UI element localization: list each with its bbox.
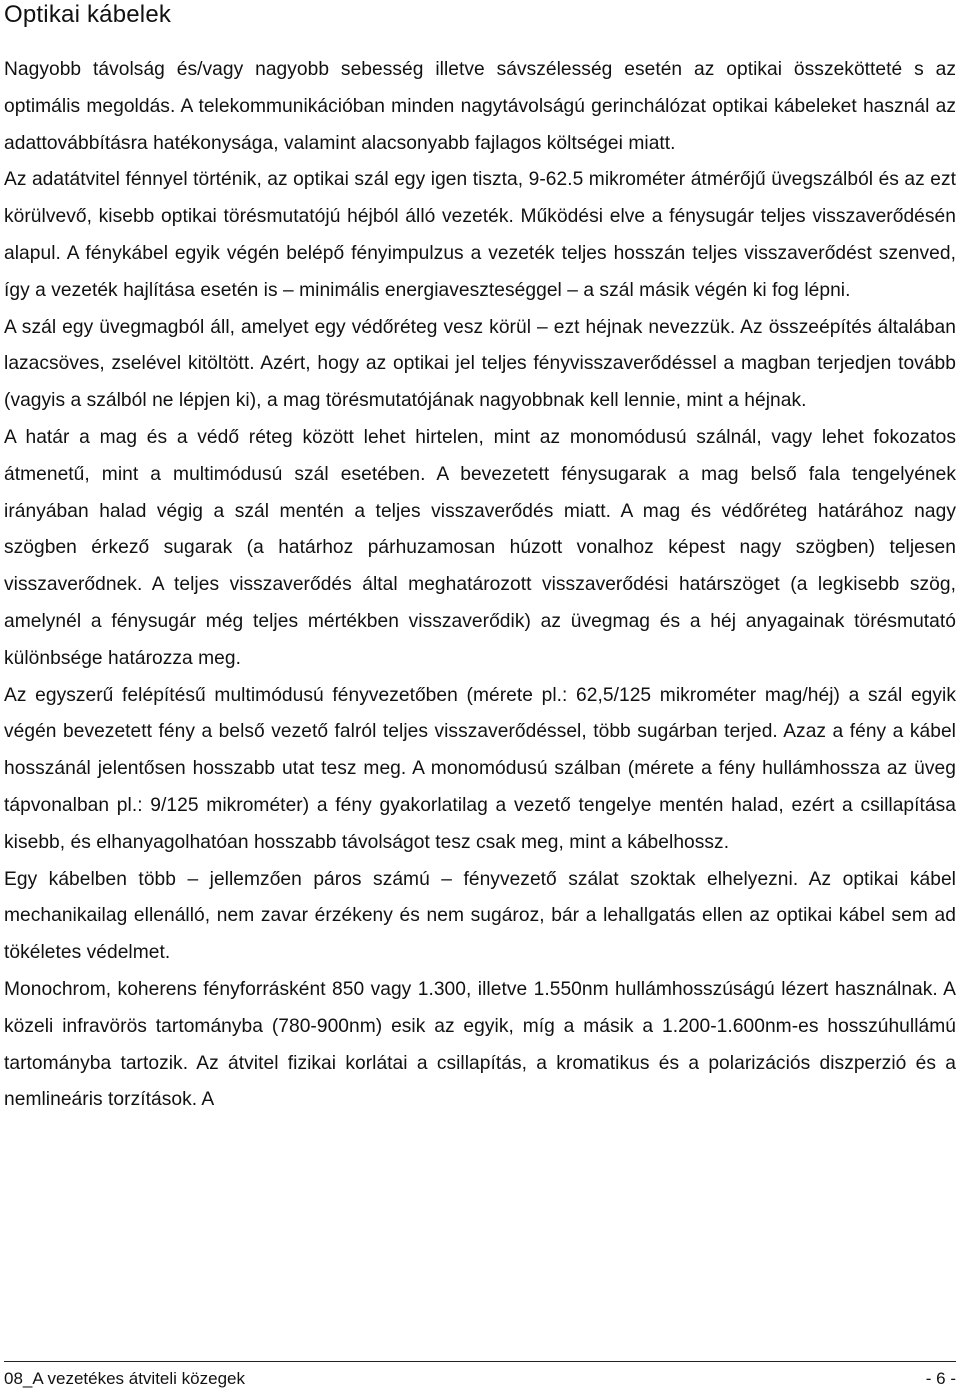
- document-body: [4, 52, 956, 1119]
- paragraph-1: Nagyobb távolság és/vagy nagyobb sebesség illetve sávszélesség esetén az optikai összekötteté s az optimális megoldás. A telekommunikációban minden nagytávolságú gerinchálózat optikai kábeleket használ az adattovábbításra hatékonysága, valamint alacsonyabb fajlagos költségei miatt.: [4, 59, 956, 154]
- document-page: [4, 0, 956, 1393]
- paragraph-2: Az adatátvitel fénnyel történik, az optikai szál egy igen tiszta, 9-62.5 mikrométer átmérőjű üvegszálból és az ezt körülvevő, kisebb optikai törésmutatójú héjból álló vezeték. Működési elve a fénysugár teljes visszaverődésén alapul. A fénykábel egyik végén belépő fényimpulzus a vezeték teljes hosszán teljes visszaverődést szenved, így a vezeték hajlítása esetén is – minimális energiaveszteséggel – a szál másik végén ki fog lépni.: [4, 169, 956, 301]
- paragraph-5: Az egyszerű felépítésű multimódusú fényvezetőben (mérete pl.: 62,5/125 mikrométer mag/héj) a szál egyik végén bevezetett fény a belső vezető falról teljes visszaverődéssel, több sugárban terjed. Azaz a fény a kábel hosszánál jelentősen hosszabb utat tesz meg. A monomódusú szálban (mérete a fény hullámhossza az üveg tápvonalban pl.: 9/125 mikrométer) a fény gyakorlatilag a vezető tengelye mentén halad, ezért a csillapítása kisebb, és elhanyagolhatóan hosszabb távolságot tesz csak meg, mint a kábelhossz.: [4, 684, 956, 853]
- paragraph-6: Egy kábelben több – jellemzően páros számú – fényvezető szálat szoktak elhelyezni. Az optikai kábel mechanikailag ellenálló, nem zavar érzékeny és nem sugároz, bár a lehallgatás ellen az optikai kábel sem ad tökéletes védelmet.: [4, 868, 956, 964]
- paragraph-4: A határ a mag és a védő réteg között lehet hirtelen, mint az monomódusú szálnál, vagy lehet fokozatos átmenetű, mint a multimódusú szál esetében. A bevezetett fénysugarak a mag belső fala tengelyének irányában halad végig a szál mentén a teljes visszaverődés miatt. A mag és védőréteg határához nagy szögben érkező sugarak (a határhoz párhuzamosan húzott vonalhoz képest nagy szögben) teljesen visszaverődnek. A teljes visszaverődés által meghatározott visszaverődési határszöget (a legkisebb szög, amelynél a fénysugár még teljes mértékben visszaverődik) az üvegmag és a héj anyagainak törésmutató különbsége határozza meg.: [4, 426, 956, 669]
- footer-page-number: - 6 -: [925, 1369, 956, 1388]
- paragraph-3: A szál egy üvegmagból áll, amelyet egy védőréteg vesz körül – ezt héjnak nevezzük. Az összeépítés általában lazacsöves, zselével kitöltött. Azért, hogy az optikai jel teljes fényvisszaverődéssel a magban terjedjen tovább (vagyis a szálból ne lépjen ki), a mag törésmutatójának nagyobbnak kell lennie, mint a héjnak.: [4, 316, 956, 412]
- paragraph-7: Monochrom, koherens fényforrásként 850 vagy 1.300, illetve 1.550nm hullámhosszúságú lézert használnak. A közeli infravörös tartományba (780-900nm) esik az egyik, míg a másik a 1.200-1.600nm-es hosszúhullámú tartományba tartozik. Az átvitel fizikai korlátai a csillapítás, a kromatikus és a polarizációs diszperzió és a nemlineáris torzítások. A: [4, 978, 956, 1111]
- footer-divider: [4, 1361, 956, 1362]
- footer-chapter-title: 08_A vezetékes átviteli közegek: [4, 1369, 245, 1388]
- page-title: Optikai kábelek: [4, 1, 172, 28]
